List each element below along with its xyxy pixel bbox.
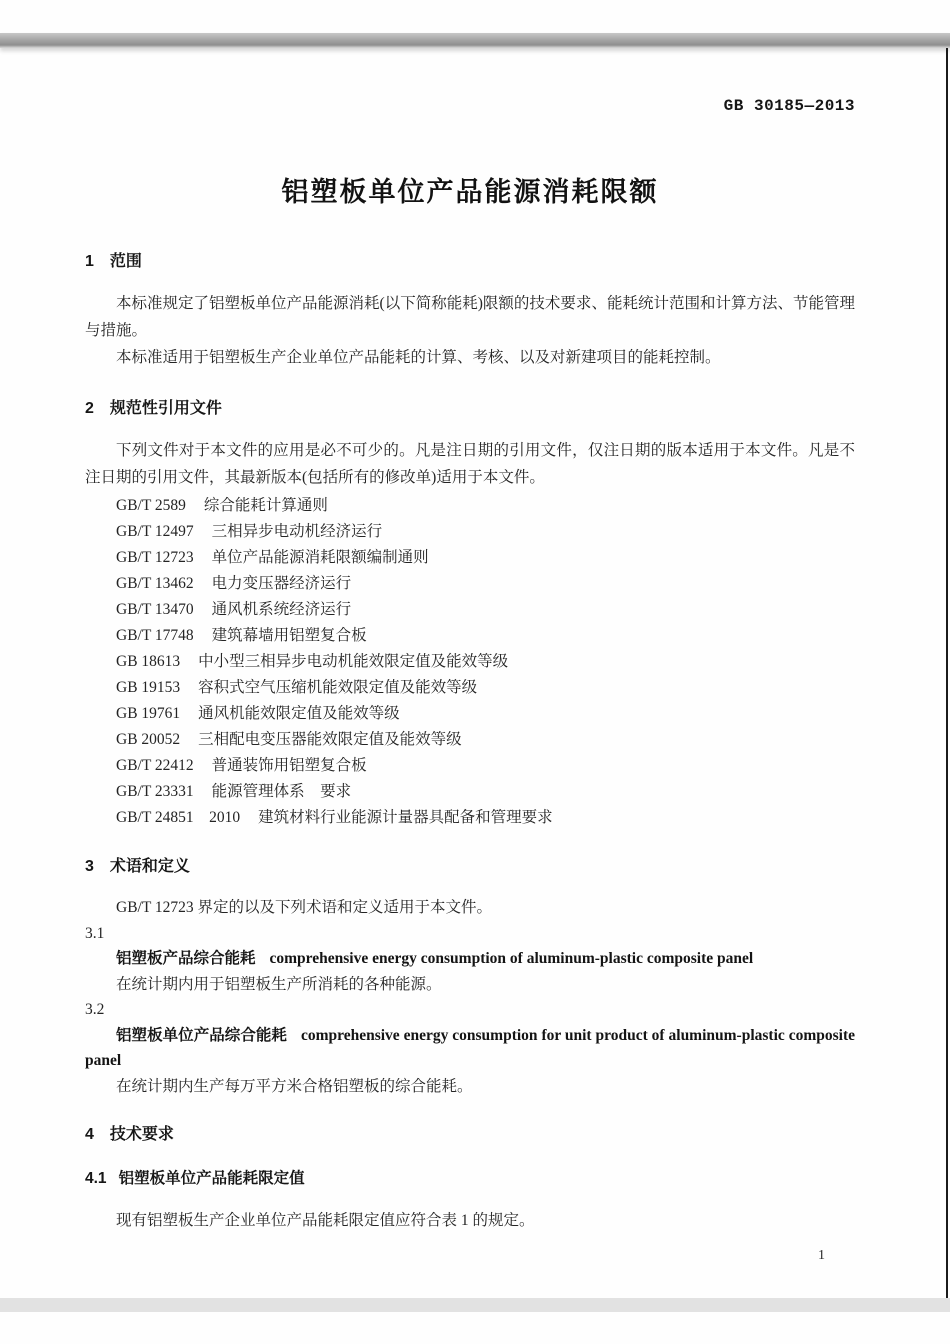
reference-item bbox=[85, 597, 855, 623]
section-2-intro-block bbox=[85, 437, 855, 491]
reference-title: 通风机能效限定值及能效等级 bbox=[198, 705, 400, 722]
terms-block bbox=[85, 895, 855, 1099]
scan-bottom-band bbox=[0, 1298, 950, 1312]
reference-title: 建筑材料行业能源计量器具配备和管理要求 bbox=[258, 809, 553, 826]
reference-item bbox=[85, 623, 855, 649]
section-1-title: 范围 bbox=[109, 253, 142, 270]
section-4-number: 4 bbox=[85, 1126, 94, 1143]
reference-item bbox=[85, 701, 855, 727]
reference-code: GB/T 17748 bbox=[116, 627, 194, 644]
section-4-body bbox=[85, 1207, 855, 1234]
reference-item bbox=[85, 727, 855, 753]
section-4-1-number: 4.1 bbox=[85, 1170, 107, 1187]
reference-code: GB/T 13462 bbox=[116, 575, 194, 592]
reference-code: GB/T 22412 bbox=[116, 757, 194, 774]
term-3-1-chinese: 铝塑板产品综合能耗 bbox=[116, 950, 256, 967]
reference-title: 中小型三相异步电动机能效限定值及能效等级 bbox=[198, 653, 509, 670]
reference-title: 三相配电变压器能效限定值及能效等级 bbox=[198, 731, 462, 748]
reference-list bbox=[85, 493, 855, 831]
section-4-1-heading bbox=[85, 1169, 855, 1189]
section-3-number: 3 bbox=[85, 858, 94, 875]
reference-code: GB/T 12723 bbox=[116, 549, 194, 566]
reference-code: GB 19761 bbox=[116, 705, 181, 722]
reference-code: GB/T 12497 bbox=[116, 523, 194, 540]
reference-code: GB 20052 bbox=[116, 731, 181, 748]
reference-item bbox=[85, 649, 855, 675]
section-4-title: 技术要求 bbox=[109, 1126, 174, 1143]
scope-paragraph-1: 本标准规定了铝塑板单位产品能源消耗(以下简称能耗)限额的技术要求、能耗统计范围和计算方法、节能管理与措施。 bbox=[85, 295, 855, 339]
reference-title: 通风机系统经济运行 bbox=[211, 601, 352, 618]
reference-code: GB/T 13470 bbox=[116, 601, 194, 618]
section-2-title: 规范性引用文件 bbox=[109, 400, 222, 417]
reference-title: 综合能耗计算通则 bbox=[203, 497, 328, 514]
limit-value-paragraph: 现有铝塑板生产企业单位产品能耗限定值应符合表 1 的规定。 bbox=[116, 1212, 535, 1229]
reference-title: 电力变压器经济运行 bbox=[211, 575, 352, 592]
reference-title: 容积式空气压缩机能效限定值及能效等级 bbox=[198, 679, 478, 696]
reference-code: GB 18613 bbox=[116, 653, 181, 670]
reference-item bbox=[85, 779, 855, 805]
term-3-2-line bbox=[85, 1023, 855, 1074]
reference-code: GB/T 24851 2010 bbox=[116, 809, 241, 826]
reference-title: 普通装饰用铝塑复合板 bbox=[211, 757, 367, 774]
page-content bbox=[85, 96, 855, 1234]
section-4-heading bbox=[85, 1125, 855, 1145]
term-3-1-english: comprehensive energy consumption of aluminum-plastic composite panel bbox=[269, 950, 754, 967]
page-right-edge-line bbox=[946, 48, 948, 1298]
reference-title: 建筑幕墙用铝塑复合板 bbox=[211, 627, 367, 644]
section-3-heading bbox=[85, 857, 855, 877]
term-3-1-number: 3.1 bbox=[85, 924, 105, 942]
term-3-2-chinese: 铝塑板单位产品综合能耗 bbox=[116, 1026, 287, 1044]
section-4-1-title: 铝塑板单位产品能耗限定值 bbox=[118, 1170, 305, 1187]
reference-title: 单位产品能源消耗限额编制通则 bbox=[211, 549, 429, 566]
term-3-1-line bbox=[85, 946, 855, 972]
page-number: 1 bbox=[818, 1248, 825, 1263]
term-3-1-definition: 在统计期内用于铝塑板生产所消耗的各种能源。 bbox=[116, 975, 442, 993]
reference-title: 能源管理体系 要求 bbox=[211, 783, 352, 800]
term-3-2-definition: 在统计期内生产每万平方米合格铝塑板的综合能耗。 bbox=[116, 1077, 473, 1095]
term-3-2-number: 3.2 bbox=[85, 1001, 105, 1018]
section-1-heading bbox=[85, 252, 855, 272]
scan-top-band bbox=[0, 33, 950, 48]
reference-code: GB/T 23331 bbox=[116, 783, 194, 800]
document-title: 铝塑板单位产品能源消耗限额 bbox=[281, 177, 659, 207]
standard-code-header: GB 30185—2013 bbox=[723, 97, 855, 115]
term-3-2-english: comprehensive energy consumption for unit product of aluminum-plastic composite panel bbox=[85, 1026, 855, 1069]
reference-item bbox=[85, 805, 855, 831]
reference-title: 三相异步电动机经济运行 bbox=[211, 523, 383, 540]
section-1-body bbox=[85, 290, 855, 371]
reference-item bbox=[85, 545, 855, 571]
reference-item bbox=[85, 519, 855, 545]
reference-item bbox=[85, 675, 855, 701]
terms-intro: GB/T 12723 界定的以及下列术语和定义适用于本文件。 bbox=[116, 899, 493, 916]
section-1-number: 1 bbox=[85, 253, 94, 270]
reference-code: GB 19153 bbox=[116, 679, 181, 696]
section-3-title: 术语和定义 bbox=[109, 858, 190, 875]
reference-item bbox=[85, 493, 855, 519]
scope-paragraph-2: 本标准适用于铝塑板生产企业单位产品能耗的计算、考核、以及对新建项目的能耗控制。 bbox=[116, 349, 721, 366]
section-2-number: 2 bbox=[85, 400, 94, 417]
normative-refs-intro: 下列文件对于本文件的应用是必不可少的。凡是注日期的引用文件，仅注日期的版本适用于本文件。凡是不注日期的引用文件，其最新版本(包括所有的修改单)适用于本文件。 bbox=[85, 442, 855, 486]
reference-code: GB/T 2589 bbox=[116, 497, 186, 514]
reference-item bbox=[85, 571, 855, 597]
section-2-heading bbox=[85, 399, 855, 419]
reference-item bbox=[85, 753, 855, 779]
